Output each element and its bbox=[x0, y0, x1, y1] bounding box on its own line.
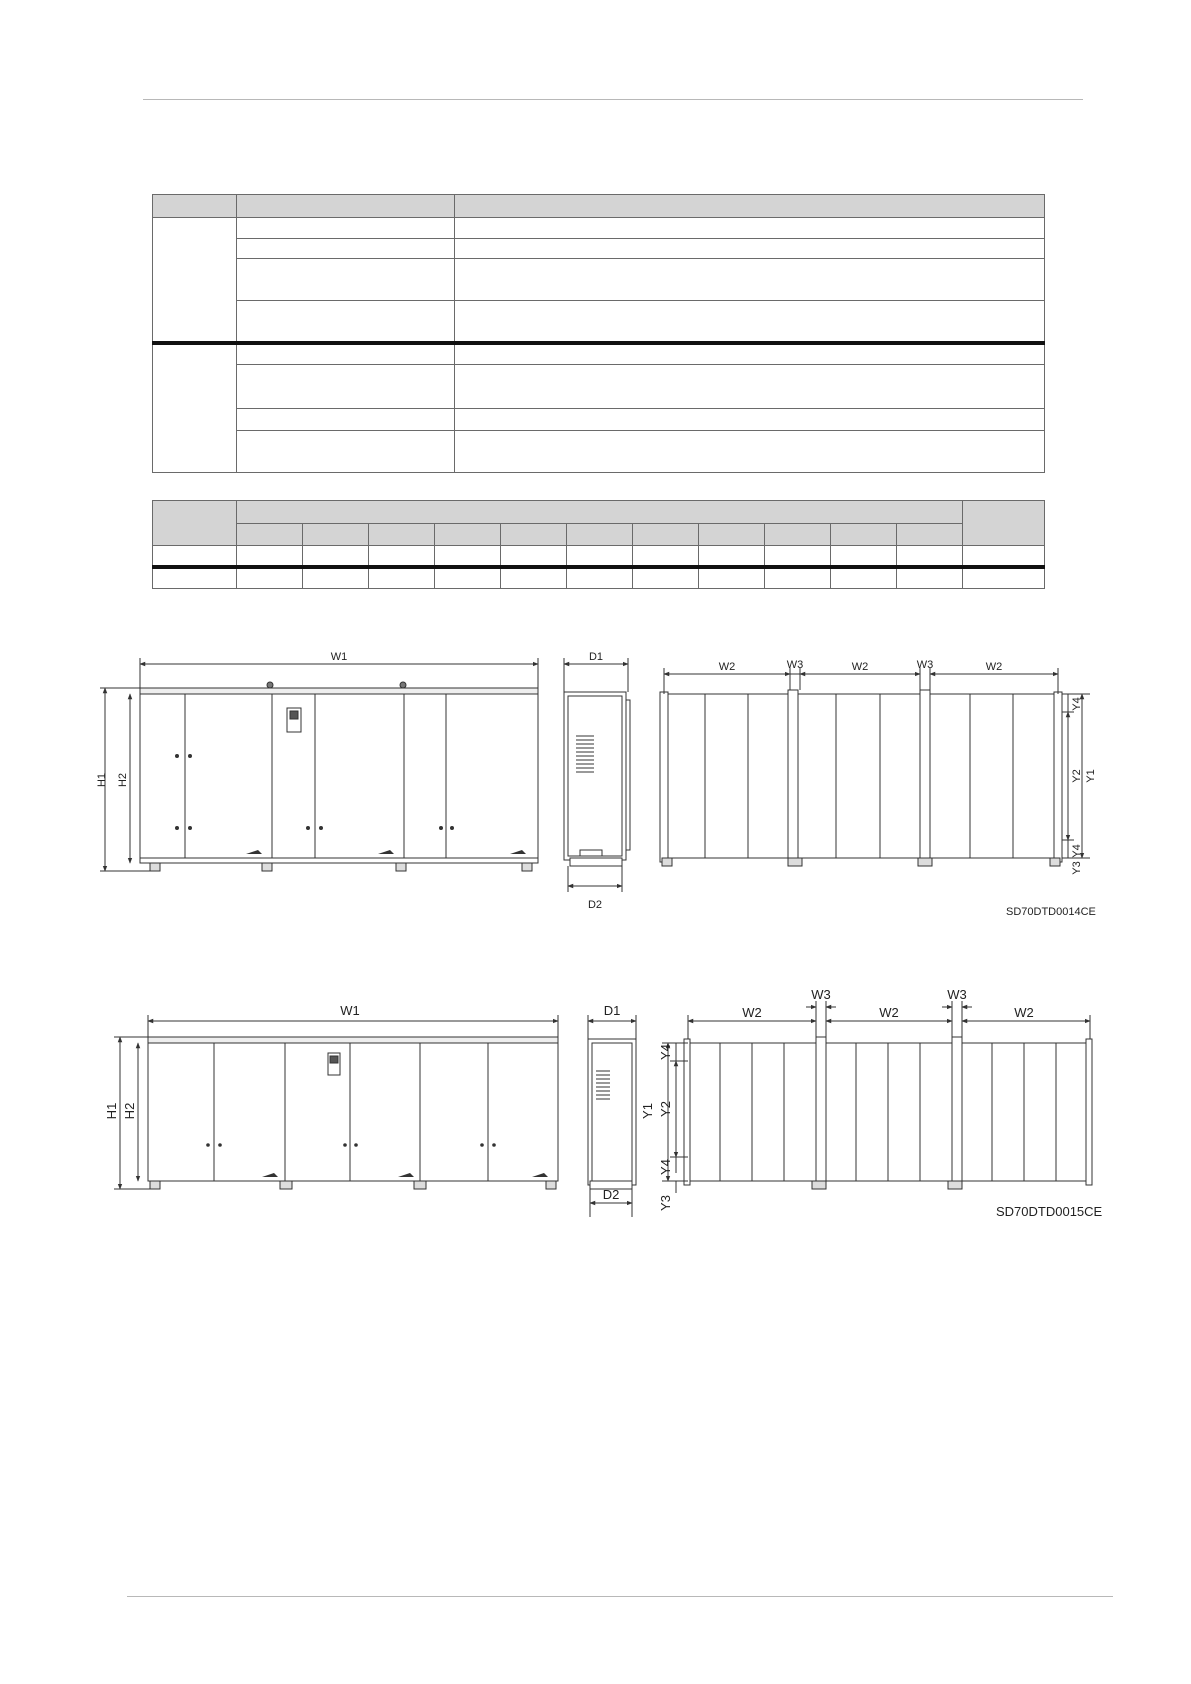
table-header-row bbox=[153, 195, 1045, 218]
w3-label-2: W3 bbox=[916, 659, 934, 671]
group-cell bbox=[153, 343, 237, 473]
y4-label-bottom: Y4 bbox=[1071, 844, 1083, 858]
y2-label: Y2 bbox=[1071, 769, 1083, 783]
w3-label-1: W3 bbox=[786, 659, 804, 671]
y1-label: Y1 bbox=[1085, 769, 1097, 783]
y2-label: Y2 bbox=[658, 1101, 673, 1117]
front-view bbox=[148, 1037, 558, 1189]
d2-label: D2 bbox=[602, 1187, 620, 1202]
table-row bbox=[153, 409, 1045, 431]
side-view bbox=[588, 1039, 636, 1189]
w2-label-2: W2 bbox=[879, 1005, 899, 1020]
dimension-header-row bbox=[153, 501, 1045, 524]
h2-label: H2 bbox=[122, 1102, 137, 1120]
figure2-code: SD70DTD0015CE bbox=[996, 1204, 1103, 1219]
h1-label: H1 bbox=[96, 772, 108, 788]
y3-label: Y3 bbox=[658, 1195, 673, 1211]
w1-label: W1 bbox=[330, 651, 348, 663]
dimension-subheader-row bbox=[153, 524, 1045, 546]
table-row bbox=[153, 343, 1045, 365]
table-row bbox=[153, 365, 1045, 409]
y4-label-top: Y4 bbox=[1071, 697, 1083, 711]
w1-label: W1 bbox=[340, 1003, 360, 1018]
d2-label: D2 bbox=[587, 899, 603, 911]
group-cell bbox=[153, 218, 237, 343]
dimension-row bbox=[153, 546, 1045, 567]
front-view bbox=[140, 682, 538, 871]
table-row bbox=[153, 259, 1045, 301]
h2-label: H2 bbox=[117, 772, 129, 788]
figure2-drawing bbox=[0, 985, 1191, 1225]
figure1-code: SD70DTD0014CE bbox=[1006, 906, 1096, 918]
y3-label: Y3 bbox=[1071, 861, 1083, 875]
y4-label-bottom: Y4 bbox=[658, 1159, 673, 1175]
w3-label-1: W3 bbox=[811, 987, 831, 1002]
w2-label-1: W2 bbox=[742, 1005, 762, 1020]
w2-label-2: W2 bbox=[851, 661, 869, 673]
side-view bbox=[564, 692, 630, 866]
w2-label-1: W2 bbox=[718, 661, 736, 673]
w2-label-3: W2 bbox=[1014, 1005, 1034, 1020]
dimension-row bbox=[153, 567, 1045, 589]
table-row bbox=[153, 239, 1045, 259]
d1-label: D1 bbox=[603, 1003, 621, 1018]
footer-rule bbox=[127, 1596, 1113, 1597]
table-row bbox=[153, 301, 1045, 343]
w2-label-3: W2 bbox=[985, 661, 1003, 673]
y1-label: Y1 bbox=[640, 1103, 655, 1119]
specification-table bbox=[152, 194, 1045, 473]
table-row bbox=[153, 431, 1045, 473]
h1-label: H1 bbox=[104, 1102, 119, 1120]
mounting-view bbox=[660, 690, 1062, 866]
figure1-drawing bbox=[0, 640, 1191, 930]
table-row bbox=[153, 218, 1045, 239]
w3-label-2: W3 bbox=[947, 987, 967, 1002]
header-rule bbox=[143, 99, 1083, 100]
d1-label: D1 bbox=[588, 651, 604, 663]
mounting-view bbox=[684, 1037, 1092, 1189]
dimension-table bbox=[152, 500, 1045, 589]
y4-label-top: Y4 bbox=[658, 1044, 673, 1060]
